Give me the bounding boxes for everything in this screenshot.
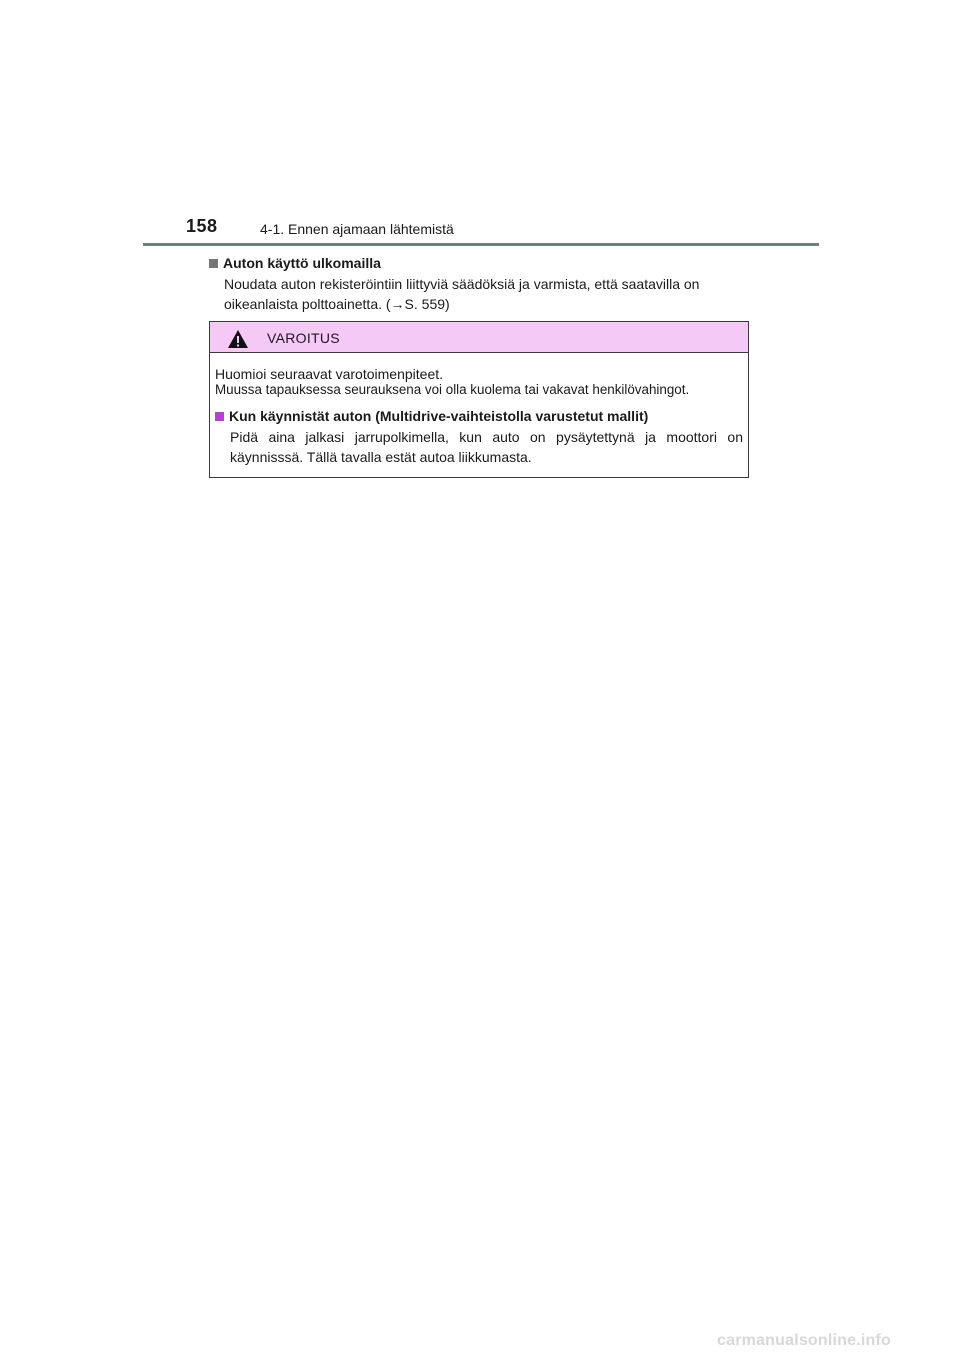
section-body: Noudata auton rekisteröintiin liittyviä säädöksiä ja varmista, että saatavilla on oikeanlaista polttoainetta. (→S. 559) bbox=[224, 276, 700, 312]
warning-intro-line2: Muussa tapauksessa seurauksena voi olla kuolema tai vakavat henkilövahingot. bbox=[215, 382, 690, 397]
warning-item-heading bbox=[215, 406, 743, 426]
header-divider bbox=[143, 243, 819, 246]
square-bullet-icon bbox=[209, 259, 218, 268]
chapter-title: 4-1. Ennen ajamaan lähtemistä bbox=[260, 221, 454, 237]
warning-triangle-icon bbox=[227, 329, 249, 349]
warning-item bbox=[215, 406, 743, 467]
section-foreign-use bbox=[209, 253, 754, 314]
watermark: carmanualsonline.info bbox=[717, 1332, 892, 1349]
section-heading-text: Auton käyttö ulkomailla bbox=[223, 255, 381, 271]
warning-item-heading-text: Kun käynnistät auton (Multidrive-vaihteistolla varustetut mallit) bbox=[229, 408, 649, 424]
warning-intro-line1: Huomioi seuraavat varotoimenpiteet. bbox=[215, 366, 444, 382]
warning-box bbox=[209, 321, 749, 478]
section-heading bbox=[209, 253, 754, 273]
warning-content bbox=[210, 353, 748, 467]
square-bullet-icon bbox=[215, 412, 224, 421]
page-number: 158 bbox=[186, 216, 218, 236]
warning-header bbox=[210, 322, 748, 353]
warning-label: VAROITUS bbox=[267, 330, 340, 346]
warning-item-body: Pidä aina jalkasi jarrupolkimella, kun auto on pysäytettynä ja moottori on käynnisssä. Tällä tavalla estät autoa liikkumasta. bbox=[230, 429, 743, 465]
